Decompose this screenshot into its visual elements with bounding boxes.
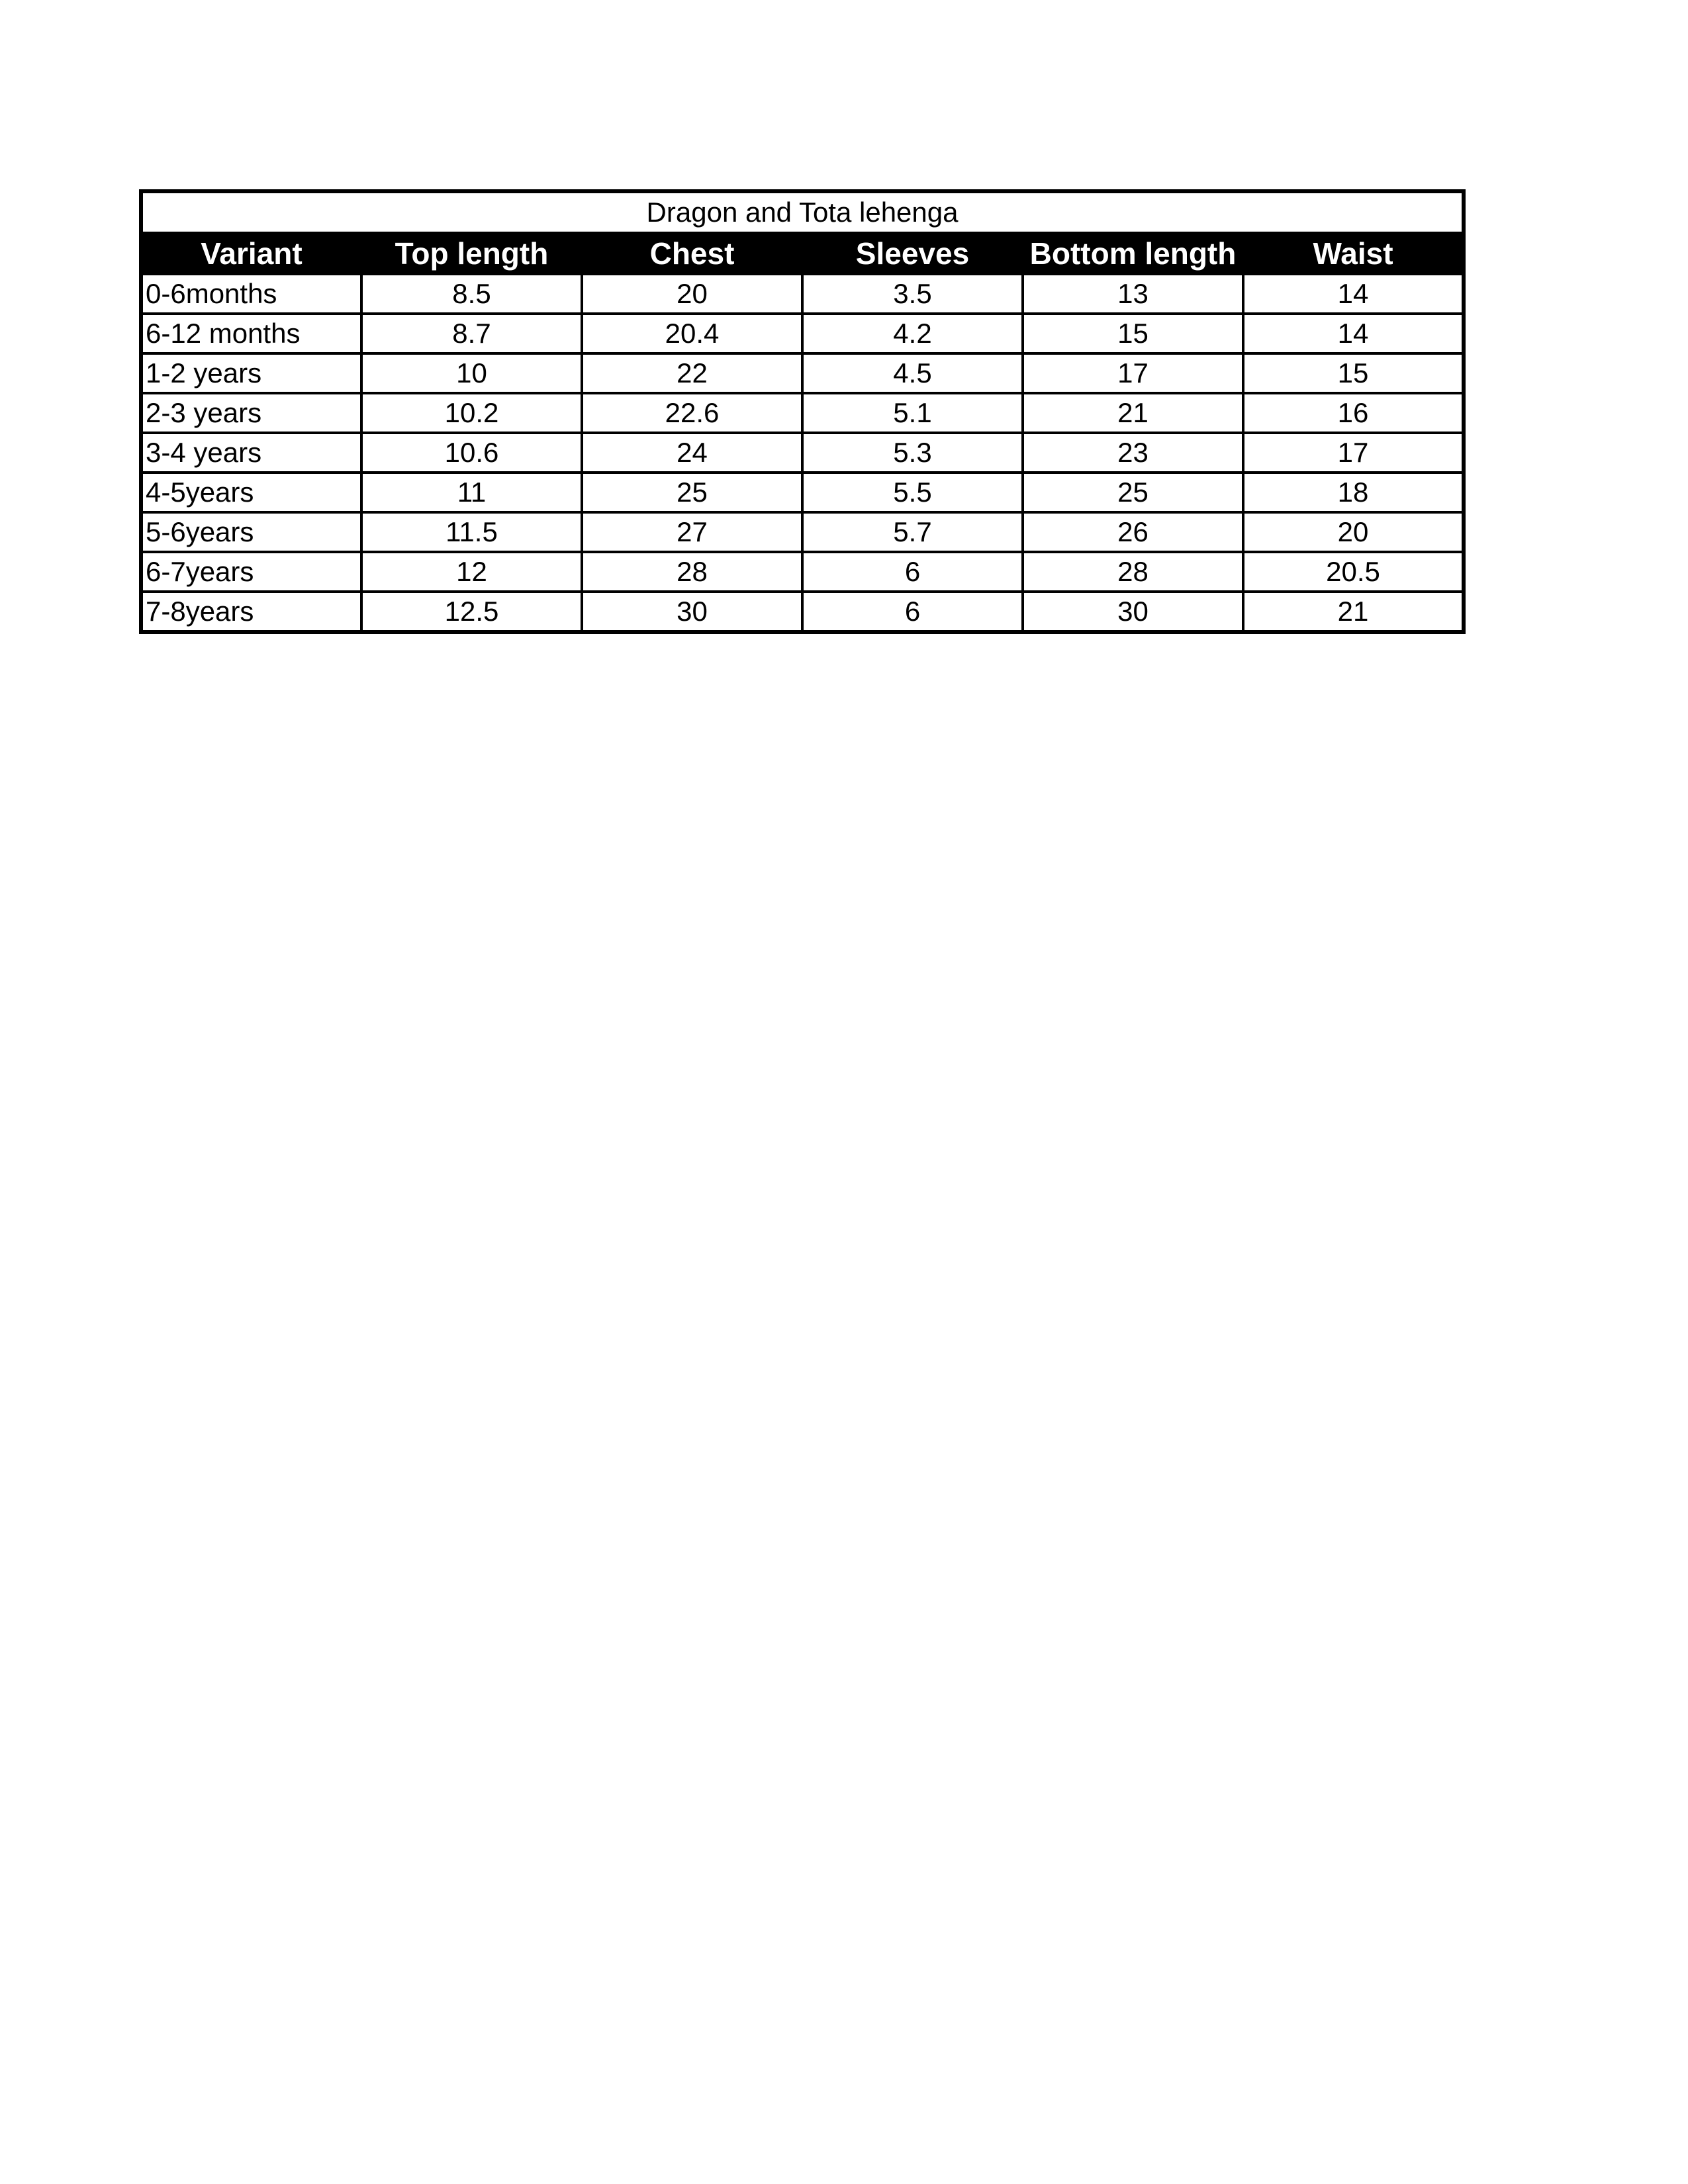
variant-cell: 2-3 years: [141, 393, 361, 433]
waist-cell: 21: [1243, 592, 1464, 632]
waist-cell: 16: [1243, 393, 1464, 433]
top-length-cell: 12: [361, 552, 582, 592]
top-length-cell: 10.6: [361, 433, 582, 473]
top-length-cell: 12.5: [361, 592, 582, 632]
bottom-length-cell: 15: [1023, 314, 1243, 353]
variant-cell: 4-5years: [141, 473, 361, 512]
variant-cell: 3-4 years: [141, 433, 361, 473]
sleeves-cell: 4.5: [802, 353, 1023, 393]
table-row: [141, 274, 1464, 314]
chest-cell: 30: [582, 592, 802, 632]
variant-cell: 0-6months: [141, 274, 361, 314]
table-row: [141, 433, 1464, 473]
waist-cell: 17: [1243, 433, 1464, 473]
variant-cell: 5-6years: [141, 512, 361, 552]
table-title: Dragon and Tota lehenga: [141, 191, 1464, 233]
title-row: [141, 191, 1464, 233]
bottom-length-cell: 17: [1023, 353, 1243, 393]
waist-cell: 18: [1243, 473, 1464, 512]
column-header-variant: Variant: [141, 233, 361, 274]
top-length-cell: 10.2: [361, 393, 582, 433]
sleeves-cell: 5.5: [802, 473, 1023, 512]
table-row: [141, 473, 1464, 512]
chest-cell: 20.4: [582, 314, 802, 353]
table-head: [141, 191, 1464, 274]
variant-cell: 1-2 years: [141, 353, 361, 393]
table-row: [141, 592, 1464, 632]
chest-cell: 20: [582, 274, 802, 314]
variant-cell: 6-7years: [141, 552, 361, 592]
sleeves-cell: 3.5: [802, 274, 1023, 314]
variant-cell: 6-12 months: [141, 314, 361, 353]
column-header-waist: Waist: [1243, 233, 1464, 274]
sleeves-cell: 5.3: [802, 433, 1023, 473]
chest-cell: 25: [582, 473, 802, 512]
sleeves-cell: 5.7: [802, 512, 1023, 552]
waist-cell: 20: [1243, 512, 1464, 552]
sleeves-cell: 6: [802, 592, 1023, 632]
waist-cell: 15: [1243, 353, 1464, 393]
waist-cell: 14: [1243, 314, 1464, 353]
top-length-cell: 10: [361, 353, 582, 393]
column-header-top-length: Top length: [361, 233, 582, 274]
top-length-cell: 11: [361, 473, 582, 512]
chest-cell: 22: [582, 353, 802, 393]
bottom-length-cell: 26: [1023, 512, 1243, 552]
bottom-length-cell: 28: [1023, 552, 1243, 592]
waist-cell: 20.5: [1243, 552, 1464, 592]
variant-cell: 7-8years: [141, 592, 361, 632]
table-row: [141, 512, 1464, 552]
table-row: [141, 552, 1464, 592]
bottom-length-cell: 30: [1023, 592, 1243, 632]
waist-cell: 14: [1243, 274, 1464, 314]
top-length-cell: 11.5: [361, 512, 582, 552]
size-chart-table: [139, 189, 1466, 634]
bottom-length-cell: 23: [1023, 433, 1243, 473]
column-header-bottom-length: Bottom length: [1023, 233, 1243, 274]
bottom-length-cell: 13: [1023, 274, 1243, 314]
sleeves-cell: 6: [802, 552, 1023, 592]
sleeves-cell: 4.2: [802, 314, 1023, 353]
table-body: [141, 274, 1464, 632]
bottom-length-cell: 25: [1023, 473, 1243, 512]
column-header-row: [141, 233, 1464, 274]
top-length-cell: 8.7: [361, 314, 582, 353]
top-length-cell: 8.5: [361, 274, 582, 314]
chest-cell: 27: [582, 512, 802, 552]
column-header-chest: Chest: [582, 233, 802, 274]
sleeves-cell: 5.1: [802, 393, 1023, 433]
table-row: [141, 353, 1464, 393]
bottom-length-cell: 21: [1023, 393, 1243, 433]
chest-cell: 28: [582, 552, 802, 592]
column-header-sleeves: Sleeves: [802, 233, 1023, 274]
table-row: [141, 393, 1464, 433]
chest-cell: 24: [582, 433, 802, 473]
table-row: [141, 314, 1464, 353]
chest-cell: 22.6: [582, 393, 802, 433]
